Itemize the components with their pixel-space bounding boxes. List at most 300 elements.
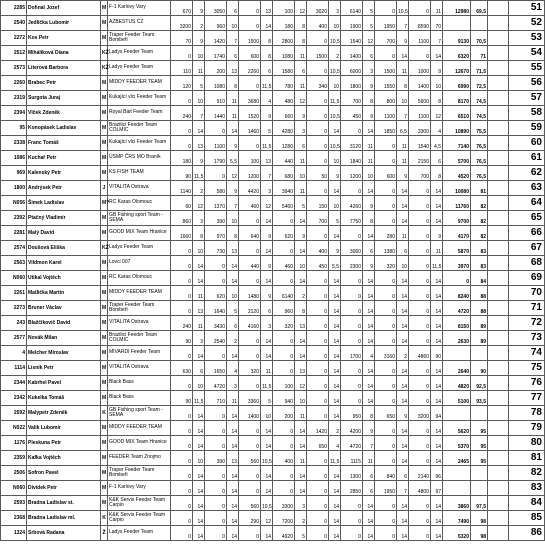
rank-cell: 9 <box>397 406 409 421</box>
category: M <box>101 316 108 331</box>
rank-cell: 14 <box>363 391 375 406</box>
weight-cell: 0 <box>171 91 193 106</box>
rank-cell: 5 <box>363 16 375 31</box>
rank-cell: 12 <box>363 31 375 46</box>
competitor-id: N060 <box>1 481 27 496</box>
competitor-id: 1114 <box>1 361 27 376</box>
rank-cell: 6 <box>261 301 273 316</box>
weight-cell: 0 <box>171 121 193 136</box>
weight-cell: 0 <box>341 121 363 136</box>
total-weight <box>443 481 471 496</box>
weight-cell: 620 <box>273 226 295 241</box>
total-points: 92,5 <box>471 376 488 391</box>
category: M <box>101 421 108 436</box>
rank-cell: 12 <box>431 106 443 121</box>
table-row <box>1 121 545 136</box>
competitor-id: 969 <box>1 166 27 181</box>
total-points: 76,5 <box>471 136 488 151</box>
weight-cell: 0 <box>341 511 363 526</box>
competitor-name: Doušová Eliška <box>27 241 101 256</box>
rank-cell: 14 <box>431 286 443 301</box>
rank-cell: 14 <box>397 331 409 346</box>
rank-cell: 11 <box>397 136 409 151</box>
rank-cell: 97 <box>431 481 443 496</box>
category: M <box>101 151 108 166</box>
final-place: 80 <box>509 436 545 451</box>
competitor-name: Srbová Radana <box>27 526 101 541</box>
club-name: Traper Feeder Team Bombeři <box>108 301 171 316</box>
weight-cell: 0 <box>375 421 397 436</box>
weight-cell: 2850 <box>341 481 363 496</box>
weight-cell: 1500 <box>307 46 329 61</box>
club-name: Black Bass <box>108 376 171 391</box>
total-weight: 9130 <box>443 31 471 46</box>
weight-cell: 0 <box>307 301 329 316</box>
rank-cell: 14 <box>329 511 341 526</box>
rank-cell: 14 <box>193 271 205 286</box>
table-row <box>1 286 545 301</box>
total-weight: 8150 <box>443 316 471 331</box>
weight-cell: 0 <box>239 481 261 496</box>
weight-cell: 0 <box>375 391 397 406</box>
weight-cell: 3680 <box>239 91 261 106</box>
competitor-name: Bruner Václav <box>27 301 101 316</box>
rank-cell: 6 <box>295 61 307 76</box>
weight-cell: 3060 <box>341 241 363 256</box>
rank-cell: 2 <box>295 511 307 526</box>
weight-cell: 640 <box>239 226 261 241</box>
weight-cell: 0 <box>239 346 261 361</box>
weight-cell: 120 <box>171 76 193 91</box>
rank-cell: 2 <box>193 16 205 31</box>
extra-cell <box>488 31 509 46</box>
rank-cell: 14 <box>431 526 443 541</box>
competitor-name: Novák Milan <box>27 331 101 346</box>
club-name: Royal Bait Feeder Team <box>108 106 171 121</box>
rank-cell: 12 <box>227 166 239 181</box>
weight-cell: 240 <box>171 316 193 331</box>
competitor-id: 2319 <box>1 91 27 106</box>
rank-cell: 11 <box>295 406 307 421</box>
rank-cell: 14 <box>193 346 205 361</box>
final-place: 86 <box>509 526 545 541</box>
weight-cell: 960 <box>273 301 295 316</box>
rank-cell: 5,5 <box>329 256 341 271</box>
total-weight: 6510 <box>443 106 471 121</box>
competitor-id: 2394 <box>1 106 27 121</box>
rank-cell: 9 <box>193 1 205 16</box>
rank-cell: 14 <box>431 301 443 316</box>
total-weight: 2630 <box>443 331 471 346</box>
weight-cell: 800 <box>375 91 397 106</box>
weight-cell: 200 <box>273 406 295 421</box>
weight-cell: 0 <box>375 151 397 166</box>
club-name: GOOD MIX Team Hranice <box>108 436 171 451</box>
weight-cell: 0 <box>171 241 193 256</box>
weight-cell: 1660 <box>171 226 193 241</box>
competitor-name: Miháliková Diana <box>27 46 101 61</box>
rank-cell: 2 <box>227 331 239 346</box>
weight-cell: 340 <box>307 76 329 91</box>
rank-cell: 14 <box>363 121 375 136</box>
weight-cell: 240 <box>171 106 193 121</box>
competitor-id: 2261 <box>1 286 27 301</box>
rank-cell: 13 <box>261 151 273 166</box>
total-points: 95 <box>471 451 488 466</box>
rank-cell: 14 <box>431 511 443 526</box>
rank-cell: 14 <box>227 526 239 541</box>
weight-cell: 0 <box>273 481 295 496</box>
rank-cell: 14 <box>397 421 409 436</box>
weight-cell: 3020 <box>307 1 329 16</box>
total-weight: 10080 <box>443 181 471 196</box>
rank-cell: 12 <box>295 91 307 106</box>
rank-cell: 14 <box>397 181 409 196</box>
final-place: 73 <box>509 331 545 346</box>
rank-cell: 11 <box>431 1 443 16</box>
final-place: 83 <box>509 481 545 496</box>
weight-cell: 700 <box>341 91 363 106</box>
rank-cell: 11 <box>363 136 375 151</box>
category: M <box>101 346 108 361</box>
weight-cell: 390 <box>205 211 227 226</box>
final-place: 56 <box>509 76 545 91</box>
weight-cell: 0 <box>307 346 329 361</box>
rank-cell: 14 <box>329 466 341 481</box>
weight-cell: 0 <box>409 181 431 196</box>
weight-cell: 7200 <box>273 511 295 526</box>
rank-cell: 13 <box>227 241 239 256</box>
weight-cell: 0 <box>341 286 363 301</box>
weight-cell: 0 <box>171 271 193 286</box>
weight-cell: 0 <box>307 286 329 301</box>
competitor-name: Franc Tomáš <box>27 136 101 151</box>
total-weight: 3970 <box>443 256 471 271</box>
category: M <box>101 121 108 136</box>
rank-cell: 14 <box>431 46 443 61</box>
extra-cell <box>488 226 509 241</box>
category: M <box>101 481 108 496</box>
weight-cell: 0 <box>375 316 397 331</box>
weight-cell: 0 <box>375 496 397 511</box>
competitor-id: 2344 <box>1 376 27 391</box>
weight-cell: 7750 <box>341 211 363 226</box>
weight-cell: 0 <box>341 331 363 346</box>
category: M <box>101 331 108 346</box>
weight-cell: 1540 <box>409 136 431 151</box>
weight-cell: 0 <box>375 436 397 451</box>
weight-cell: 390 <box>205 451 227 466</box>
weight-cell: 0 <box>307 526 329 541</box>
rank-cell: 6 <box>363 46 375 61</box>
weight-cell: 2300 <box>341 256 363 271</box>
weight-cell: 0 <box>409 226 431 241</box>
weight-cell: 1520 <box>239 106 261 121</box>
weight-cell: 960 <box>205 16 227 31</box>
weight-cell: 0 <box>409 376 431 391</box>
rank-cell: 5 <box>193 76 205 91</box>
table-row <box>1 151 545 166</box>
club-name: VITALITA Ostrava <box>108 181 171 196</box>
weight-cell: 970 <box>205 226 227 241</box>
competitor-name: Dividek Petr <box>27 481 101 496</box>
weight-cell: 1540 <box>341 31 363 46</box>
weight-cell: 1200 <box>341 166 363 181</box>
weight-cell: 3200 <box>171 16 193 31</box>
category: J <box>101 181 108 196</box>
club-name: KS FISH TEAM <box>108 166 171 181</box>
rank-cell: 4,5 <box>431 136 443 151</box>
extra-cell <box>488 376 509 391</box>
rank-cell: 8 <box>295 16 307 31</box>
competitor-id: 2273 <box>1 301 27 316</box>
competitor-name: Kos Petr <box>27 31 101 46</box>
weight-cell: 0 <box>171 481 193 496</box>
extra-cell <box>488 451 509 466</box>
weight-cell: 0 <box>341 301 363 316</box>
competitor-id: 2392 <box>1 211 27 226</box>
weight-cell: 290 <box>239 511 261 526</box>
rank-cell: 10 <box>363 166 375 181</box>
category: Ž <box>101 526 108 541</box>
weight-cell: 3120 <box>341 136 363 151</box>
total-points: 71,5 <box>471 61 488 76</box>
table-row <box>1 496 545 511</box>
weight-cell: 0 <box>341 526 363 541</box>
weight-cell: 0 <box>239 76 261 91</box>
weight-cell: 100 <box>273 376 295 391</box>
final-place: 72 <box>509 316 545 331</box>
weight-cell: 0 <box>273 361 295 376</box>
weight-cell: 0 <box>307 316 329 331</box>
table-row <box>1 91 545 106</box>
rank-cell: 8 <box>227 76 239 91</box>
weight-cell: 0 <box>409 256 431 271</box>
total-points: 83 <box>471 241 488 256</box>
rank-cell: 10 <box>227 16 239 31</box>
weight-cell: 0 <box>409 421 431 436</box>
rank-cell: 9 <box>295 226 307 241</box>
category: M <box>101 391 108 406</box>
weight-cell: 1300 <box>341 466 363 481</box>
rank-cell: 10 <box>227 211 239 226</box>
extra-cell <box>488 196 509 211</box>
weight-cell: 620 <box>205 286 227 301</box>
rank-cell: 14 <box>227 511 239 526</box>
table-row <box>1 196 545 211</box>
total-points: 88 <box>471 286 488 301</box>
category: M <box>101 31 108 46</box>
weight-cell: 700 <box>409 166 431 181</box>
weight-cell: 0 <box>205 121 227 136</box>
rank-cell: 3 <box>261 316 273 331</box>
table-row <box>1 61 545 76</box>
weight-cell: 110 <box>171 61 193 76</box>
extra-cell <box>488 1 509 16</box>
weight-cell: 0 <box>171 346 193 361</box>
total-weight: 8240 <box>443 286 471 301</box>
competitor-id: 1324 <box>1 526 27 541</box>
rank-cell: 14 <box>397 301 409 316</box>
competitor-name: Sofron Pavel <box>27 466 101 481</box>
rank-cell: 6 <box>227 316 239 331</box>
final-place: 81 <box>509 451 545 466</box>
weight-cell: 100 <box>239 151 261 166</box>
final-place: 75 <box>509 361 545 376</box>
rank-cell: 14 <box>363 271 375 286</box>
extra-cell <box>488 481 509 496</box>
weight-cell: 4720 <box>341 436 363 451</box>
weight-cell: 0 <box>409 271 431 286</box>
rank-cell: 7 <box>227 196 239 211</box>
rank-cell: 14 <box>227 346 239 361</box>
rank-cell: 14 <box>193 436 205 451</box>
competitor-name: Kalenský Petr <box>27 166 101 181</box>
competitor-name: Utikal Vojtěch <box>27 271 101 286</box>
rank-cell: 5 <box>363 1 375 16</box>
extra-cell <box>488 151 509 166</box>
weight-cell: 4920 <box>273 526 295 541</box>
weight-cell: 0 <box>341 226 363 241</box>
extra-cell <box>488 316 509 331</box>
rank-cell: 14 <box>363 226 375 241</box>
rank-cell: 14 <box>431 451 443 466</box>
weight-cell: 1100 <box>375 106 397 121</box>
rank-cell: 14 <box>193 466 205 481</box>
category: KŽ <box>101 241 108 256</box>
extra-cell <box>488 181 509 196</box>
table-row <box>1 76 545 91</box>
rank-cell: 14 <box>261 271 273 286</box>
club-name: MIDDY FEEDER TEAM <box>108 286 171 301</box>
club-name: K&K Servis Feeder Team Carpio <box>108 496 171 511</box>
weight-cell: 8590 <box>409 16 431 31</box>
rank-cell: 4 <box>363 346 375 361</box>
club-name: MIVARDI Feeder Team <box>108 346 171 361</box>
weight-cell: 780 <box>273 76 295 91</box>
total-points <box>471 406 488 421</box>
rank-cell: 3 <box>363 61 375 76</box>
extra-cell <box>488 511 509 526</box>
total-weight: 0 <box>443 271 471 286</box>
rank-cell: 9 <box>431 61 443 76</box>
weight-cell: 0 <box>409 286 431 301</box>
total-weight: 5700 <box>443 151 471 166</box>
rank-cell: 10 <box>295 166 307 181</box>
weight-cell: 60 <box>171 196 193 211</box>
weight-cell: 0 <box>171 466 193 481</box>
rank-cell: 14 <box>227 481 239 496</box>
total-points: 83 <box>471 256 488 271</box>
rank-cell: 5 <box>261 121 273 136</box>
rank-cell: 8 <box>431 166 443 181</box>
club-name: MIDDY FEEDER TEAM <box>108 76 171 91</box>
rank-cell: 11,5 <box>431 256 443 271</box>
final-place: 79 <box>509 421 545 436</box>
final-place: 65 <box>509 211 545 226</box>
competitor-id: 2368 <box>1 511 27 526</box>
rank-cell: 9 <box>193 151 205 166</box>
competitor-name: Dohnal Jozef <box>27 1 101 16</box>
weight-cell: 560 <box>239 496 261 511</box>
weight-cell: 0 <box>341 181 363 196</box>
rank-cell: 14 <box>227 436 239 451</box>
weight-cell: 0 <box>375 271 397 286</box>
weight-cell: 1100 <box>409 106 431 121</box>
rank-cell: 10,5 <box>329 136 341 151</box>
weight-cell: 0 <box>375 361 397 376</box>
extra-cell <box>488 421 509 436</box>
rank-cell: 14 <box>431 196 443 211</box>
competitor-id: 4 <box>1 346 27 361</box>
rank-cell: 14 <box>227 421 239 436</box>
weight-cell: 90 <box>171 391 193 406</box>
final-place: 66 <box>509 226 545 241</box>
total-weight: 4170 <box>443 226 471 241</box>
competitor-id: 243 <box>1 316 27 331</box>
category: M <box>101 376 108 391</box>
weight-cell: 1460 <box>239 121 261 136</box>
rank-cell: 14 <box>363 286 375 301</box>
extra-cell <box>488 106 509 121</box>
rank-cell: 14 <box>295 436 307 451</box>
weight-cell: 0 <box>307 61 329 76</box>
rank-cell: 14 <box>329 346 341 361</box>
category: M <box>101 226 108 241</box>
total-weight: 12670 <box>443 61 471 76</box>
competitor-name: Literová Barbora <box>27 61 101 76</box>
competitor-name: Vlček Zdeněk <box>27 106 101 121</box>
weight-cell: 580 <box>205 181 227 196</box>
rank-cell: 11,5 <box>329 91 341 106</box>
table-row <box>1 511 545 526</box>
rank-cell: 10,5 <box>261 496 273 511</box>
rank-cell: 14 <box>397 526 409 541</box>
weight-cell: 1380 <box>375 241 397 256</box>
weight-cell: 0 <box>239 331 261 346</box>
rank-cell: 11 <box>295 76 307 91</box>
rank-cell: 12 <box>261 511 273 526</box>
competitor-id: 2359 <box>1 451 27 466</box>
weight-cell: 6000 <box>341 61 363 76</box>
total-points: 89 <box>471 316 488 331</box>
final-place: 58 <box>509 106 545 121</box>
weight-cell: 0 <box>171 451 193 466</box>
rank-cell: 8 <box>295 301 307 316</box>
table-row <box>1 166 545 181</box>
rank-cell: 8 <box>431 91 443 106</box>
competitor-name: Melcher Miroslav <box>27 346 101 361</box>
total-weight <box>443 466 471 481</box>
competitor-id: 2338 <box>1 136 27 151</box>
rank-cell: 90 <box>431 346 443 361</box>
table-row <box>1 1 545 16</box>
rank-cell: 13 <box>193 301 205 316</box>
rank-cell: 14 <box>227 496 239 511</box>
weight-cell: 1000 <box>409 61 431 76</box>
weight-cell: 0 <box>239 136 261 151</box>
rank-cell: 14 <box>431 331 443 346</box>
total-points <box>471 481 488 496</box>
weight-cell: 480 <box>273 91 295 106</box>
rank-cell: 14 <box>193 526 205 541</box>
weight-cell: 0 <box>341 376 363 391</box>
rank-cell: 14 <box>431 271 443 286</box>
competitor-name: Lisník Petr <box>27 361 101 376</box>
rank-cell: 14 <box>329 361 341 376</box>
extra-cell <box>488 466 509 481</box>
rank-cell: 11,5 <box>329 451 341 466</box>
